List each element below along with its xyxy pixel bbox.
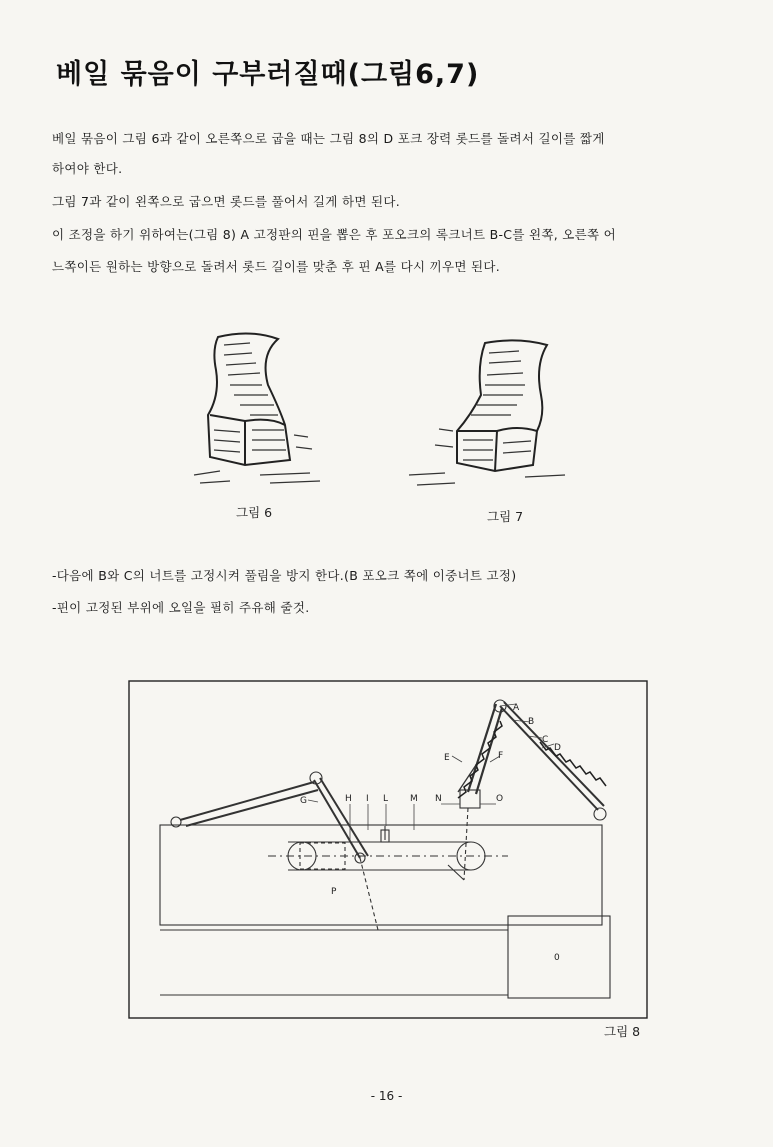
label-e: E <box>444 753 450 763</box>
label-f: F <box>498 751 504 761</box>
label-p: P <box>331 887 337 897</box>
label-m: M <box>410 794 418 804</box>
label-n: N <box>435 794 442 804</box>
figure-8-caption: 그림 8 <box>604 1024 641 1039</box>
note-line-1: -다음에 B와 C의 너트를 고정시켜 풀림을 방지 한다.(B 포오크 쪽에 이중너트 고정) <box>52 568 517 583</box>
paragraph-line-3: 그림 7과 같이 왼쪽으로 굽으면 롯드를 풀어서 길게 하면 된다. <box>52 194 400 209</box>
paragraph-line-5: 느쪽이든 원하는 방향으로 돌려서 롯드 길이를 맞춘 후 핀 A를 다시 끼우면 된다. <box>52 259 501 274</box>
paragraph-line-1: 베일 묶음이 그림 6과 같이 오른쪽으로 굽을 때는 그림 8의 D 포크 장력 롯드를 돌려서 길이를 짧게 <box>52 131 605 146</box>
label-l: L <box>383 794 389 804</box>
label-i: I <box>366 794 369 804</box>
figure-7-bale-bent-left <box>405 335 570 500</box>
label-h: H <box>345 794 352 804</box>
label-a: A <box>513 703 520 713</box>
label-b: B <box>528 717 535 727</box>
note-line-2: -핀이 고정된 부위에 오일을 필히 주유해 줄것. <box>52 600 310 615</box>
paragraph-line-2: 하여야 한다. <box>52 161 123 176</box>
label-o: O <box>496 794 504 804</box>
label-g: G <box>300 796 307 806</box>
diagram-frame <box>129 681 647 1018</box>
figure-8-fork-tension-rod-diagram <box>128 680 648 1025</box>
page-title: 베일 묶음이 구부러질때(그림6,7) <box>56 59 480 90</box>
label-c: C <box>542 735 549 745</box>
figure-6-caption: 그림 6 <box>236 505 273 520</box>
paragraph-line-4: 이 조정을 하기 위하여는(그림 8) A 고정판의 핀을 뽑은 후 포오크의 록크너트 B-C를 왼쪽, 오른쪽 어 <box>52 227 617 242</box>
figure-7-caption: 그림 7 <box>487 509 524 524</box>
label-box: 0 <box>554 953 560 963</box>
page-number: - 16 - <box>370 1089 403 1103</box>
label-d: D <box>554 743 561 753</box>
spring-d <box>540 742 606 786</box>
figure-6-bale-bent-right <box>190 325 330 495</box>
